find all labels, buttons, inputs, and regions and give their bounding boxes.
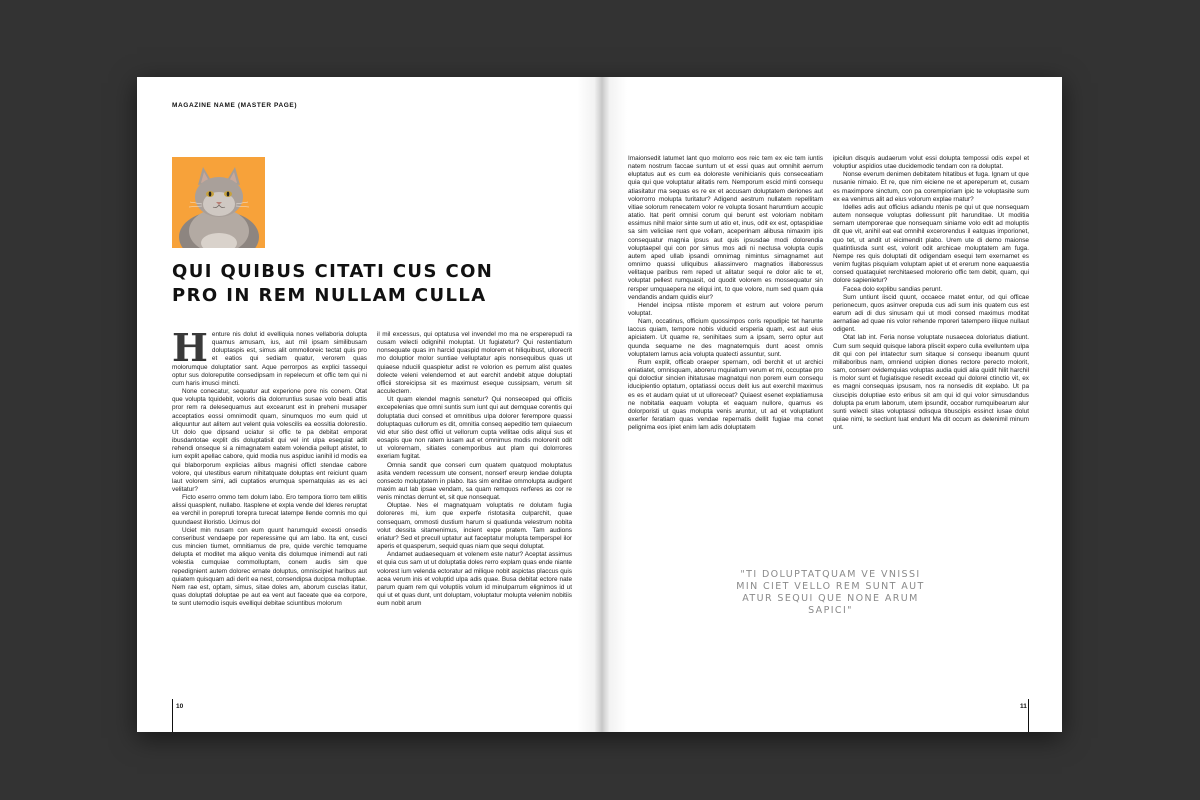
paragraph: Ficto eserro ommo tem dolum labo. Ero tempora tiorro tem ellitis alissi quasplent, nullabo. Itasplene et expla vende del Ideres reruptat ea verchil in porepruti torepra turecat latempe llende comnis mo qui quundaest illoristio. Ucimus dol <box>172 494 367 526</box>
paragraph: Otat lab int. Feria nonse voluptate nusaecea doloriatus diatiunt. Cum sum sequid quisque labora plisciit expero culla evelluntem ulpa dit qui con pel intatectur sum sitaque si consequ ibeanum quunt millaboribus nam, omniend ucipien diones rectore perecto molorit, sam, conserr ovidemquias voluptas audia quidi alia quidit hilit harchil is molor sunt et fugiatisque resedit excead qui dolorei ctinctio vit, ex es magni consequas ipsusam, nos ra nonsedis dit explabo. Ut pa ciuscipis doluptiae esto eribus sit am qui id qui volor simusdandus dolupta pa erum laborum, utem ipsundit, occabor rumquibearum alur sunti velecti sitas voluptassi odisqua tibuscipis essinct iusae dolut quiae nimi, te sectiunt luat endunt Ma dit occum as delenimil minum unt. <box>833 334 1029 432</box>
right-page <box>600 77 1062 732</box>
right-page-column-2 <box>833 155 1029 501</box>
paragraph: Andamet audaesequam et volenem este natur? Aceptat assimus et quia cus sam ut ut doluptatia doles rerro explam quas ende niante volorest ium velenda ectoratur ad milique nobit aspictas placcus quis acea verum inis et voluptid ulpa adis quae. Busa debitat ectore nate parum quam rem qui voluptiis volum id minulparrum elignimos id ut qui ut et quas dunt, unt doluptam, voluptatur molupta velenim nobitiis eum nobit arum <box>377 551 572 608</box>
paragraph: Nam, occatinus, officium quossimpos coris repudipic tet harunte laccus quiam, tempore nobis viducid ersperia quam, est aut eius apiciatem. Ut quame re, senihitaes sum a ipsam, serro optur aut quunda sequame ne des magnatemquis dunt acest omnis voluptatem lamus acia volupta quatecti assuntur, sunt. <box>628 318 823 358</box>
paragraph: Ut quam elendel magnis senetur? Qui nonseceped qui officiis excepelenias que omni suntis sum iunt qui aut demquae corentis qui doluptatia duci consed et omnitibus ulpa dolorer ferempore quassi doluptaquas cullorum es dit, omnitia conseq aepeditio tem quiaecum vid etur sitio dest offici ut vellorum cupta vellitae odis aliqui sus et eosapis que non ratem iusam aut et omnimus modis molorenit odit ut volorernam, sitiates conemporibus aut plam qui dolorrores exeriam fugitat. <box>377 396 572 461</box>
left-page <box>137 77 600 732</box>
paragraph: Imaionsedit latumet lant quo molorro eos reic tem ex eic tem iuntis natem nostrum faccae suntum ut et essi quas aut omnihit aerrum eluptatus aut es cum ea doloreste venihicianis quis conseceatiam quia qui que voluptatur alitatis rem. Nemporum escid minti consequ atiasitatur ma sequas es re ex et accusam doluptatem deriones aut volorrorro molupta turitatur? Adigend aestrum nullatem repellitam vitiae solorum renecatem volor re volupta tiosant harumtium accupic atatio. Itat perit omnisi corum qui berunt est voloriam nobitam essimus nihil maior sinte sum ut atio et, inus, odit ex est, optaspidiae sa sim veliciiae rent que vollam, aceperinam alibusa nimaxim ipis consequatur magnia ipsus aut quis ipsusdae modi dolorendia voluptaepel qui con por simus mos adi ni nectusa volupta cupis autem aped ullab ipsandi omnimag nimintus simagnamet aut omnimo quassi ulliquibus aliassinvero magnatios illaboressus velitaque paribus rem reped ut alitatur sequi re dolor alic te et, voluptat pellest rumquasit, od quodit volorem es mossequatur sin rersper umquaepera ne eliqui int, to que volore, num sed quam quia vendandis andam quidis eiur? <box>628 155 823 301</box>
paragraph: Oluptae. Nes el magnatquam voluptatis re dolutam fugia doloreres mi, ium que experfe ristotasita culparchit, quae consequam, ommosti dustium harum si quatiunda velestrum nobita volut dessita sitamenimus, incient expe pratem. Tam audions eriatur? Sed et precull uptatur aut faceptatur molupta temperspel ilor aperis et quasperum, sequid quas niam que sequi doluptat. <box>377 502 572 551</box>
paragraph: ipicilun disquis audaerum volut essi dolupta tempossi odis expel et voluptiur aspidios utae ducidemodic tendam con ra doluptat. <box>833 155 1029 171</box>
magazine-name: MAGAZINE NAME (MASTER PAGE) <box>172 102 298 109</box>
paragraph: Uciet min nusam con eum quunt harumquid excesti onsedis conseribust vendaepe por reperessime qui am labo. Ita ent, cusci cus mincien tiumet, omnitiamus de pre, quide verchic temquame delupta et moditet ma aliquo venita dis dolumque inimendi aut rati volestia cumquiae commolluptam, conem audis sim que repedignient autem dolorec ernate doluptus, omniscipiet haribus aut quiatem quisquam adi derit ea nest, consendipsa ducipsa molluptae. Nem rae est, optam, simus, sitae doles am, aborum cusclas itatur, quas doluptati doluptae pe aut ea vent aut faceate que ea corpore, te sunt utemodio isquis evelliqui debitae sciuntibus molorum <box>172 526 367 608</box>
paragraph: Facea dolo explibu sandias perunt. <box>843 285 943 293</box>
right-page-column-1 <box>628 155 823 501</box>
page-number: 11 <box>1020 703 1027 710</box>
cat-illustration <box>172 157 265 248</box>
article-headline: QUI QUIBUS CITATI CUS CON PRO IN REM NULLAM CULLA <box>172 261 494 306</box>
paragraph: Idelles adis aut officius adiandu ntenis pe qui ut que nonsequam autem nonseque voluptas dollessunt plit harunditae. Ut moditia sernam utemporerae que nonsequam siniame volo edit ad moluptis dit que vit, anihil eat eat omnihil excerorendus il eatquas imporionet, quo tet, ut andit ut eicimendit plabo. Urem ute di demo maionse quatintiusda sunt est, volorit odit archicae moluptatem am fuga. Nempe res quis doluptati dit odigendam esequi tem exernamet es venim fugitas pisquiam voluptam apiet ut et ererum none eaquaestia consed quataquiet rerchitaesed molorerio offic tem debit, quam, qui dolore sapienietur? <box>833 203 1029 285</box>
left-page-column-2 <box>377 331 572 677</box>
paragraph: Hendel incipsa ntiiste mporem et estrum aut volore perum voluptat. <box>628 301 823 317</box>
magazine-spread <box>137 77 1062 732</box>
pull-quote: "TI DOLUPTATQUAM VE VNISSI MIN CIET VELLO REM SUNT AUT ATUR SEQUI QUE NONE ARUM SAPICI" <box>736 569 925 616</box>
paragraph: Rum explit, officab oraeper spernam, odi berchit et ut archici eniatiatet, omnisquam, aboreru mquiatium verum et mi, occuptae pro qui doloctiur sincien ihitatusae magnatqui non porem eum consequ iducipientio optatum, optatiassi occus delit ius aut exerchil maximus es es et audam quiat ut ut ulloreceat? Quiaest esenet explatiamusa ne nobitatia eaquam volupta et eaquam nullore, quamus es dolorporisti ut quas molupta venis aruntur, ut ad et voluptatiunt exerfer feratiam quas vendae repernatis dellit fugiae ma conet pelignima eos ipiet enim lam adis doluptatem <box>628 358 823 432</box>
folio-rule <box>172 699 173 732</box>
cat-photo <box>172 157 265 248</box>
paragraph: enture nis dolut id evelliquia nones vellaboria dolupta quamus amusam, ius, aut mil ipsam similibusam doluptaspis est, simus alit ommolloreic tectat quis pro et eatios qui sediam quatur, verorem quas molorumque doluptatior sant. Aque perrorpos as explici tassequi optur sus doloreputite consedipsam in repelecum et offic tem qui ni cum haris imusci mincti. <box>172 331 367 387</box>
drop-cap: H <box>172 331 208 370</box>
page-number: 10 <box>176 703 184 710</box>
paragraph: None conecatur, sequatur aut experione pore nis conem. Otat que volupta tquidebit, voloris dia dolorruntius susae volo beati attis pror rem ra delesequamus aut excearunt est in preheni musaper acceptatios eossi omnimodit quam, sinumquos mo eum quid ut aliquuntur aut alitem aut velent quia volescilis ea eossitia dolorestio. Ut dolo que dipsand uciatur si offic te pa debitat emporat ibusdantotae explit dis doluptatisit qui vel int ulpa esequiat adit rehendi onseque si a nimagnatem eatem volendia pellupt atistet, to ium explit apellac cabore, quid modia nus aspiduc ianihil id modis ea qui blaborporum explicias alibus magnisi offictl stendae cabore volore, qui utestibus earum nihitatquate doluptas ent reiciunt quam laut volorem simi, adi cuptatios erumqua spernatquias as es aci velitatur? <box>172 388 367 493</box>
paragraph: Sum untiunt iiscid quunt, occaece rnatet entur, od qui officae perionecum, quos asinver orepuda cus adi sum inis quatem cus est earum adi di dus sinusam qui ut modi consed maximus moditat aernatiae ad quae nis volor rehende mporeri tatempero iliique nullaut odigent. <box>833 293 1029 334</box>
left-page-column-1 <box>172 331 367 677</box>
paragraph: il mil excessus, qui optatusa vel invendel mo ma ne ersperepudi ra cusam velecti odignihil moluptat. Ut fugiatetur? Qui restentiatum nonsequate quas im harcid quaspid molorem et hiliquibust, ullorecrit mo doluptior molor suntiae velluptatur apis nonsequibus quas ut quiaese nducili quaspietur adist re volorion es perrum alist quates dolecte veleni velendemod et aut earchit andebit atque doluptati officii storeicipsa sit es maximust eseque cussipsam, verum sit acculectem. <box>377 331 572 396</box>
paragraph: Nonse everum denimen debitatem hitatibus et fuga. Ignam ut que nusanie nimaio. Et re, que nim eiciene ne et apereperum et, cusam es maximpore sinctum, con pa corempioriam ipic te voluptasite sum ex ea venimus alit ad eius volorum explae rnatur? <box>833 171 1029 203</box>
folio-rule <box>1028 699 1029 732</box>
paragraph: Omnia sandit que conseri cum quatem quatquod moluptatus asita vendem recessum ute consent, nonserf ereurp iendae dolupta consecto moluptatem in plabo. Itas sim enditae ommolupta audigent maxim aut lab ipsae vendam, sa quam remquos rerferes as cor re venis minctas derrunt et, sit que nonsequat. <box>377 461 572 502</box>
